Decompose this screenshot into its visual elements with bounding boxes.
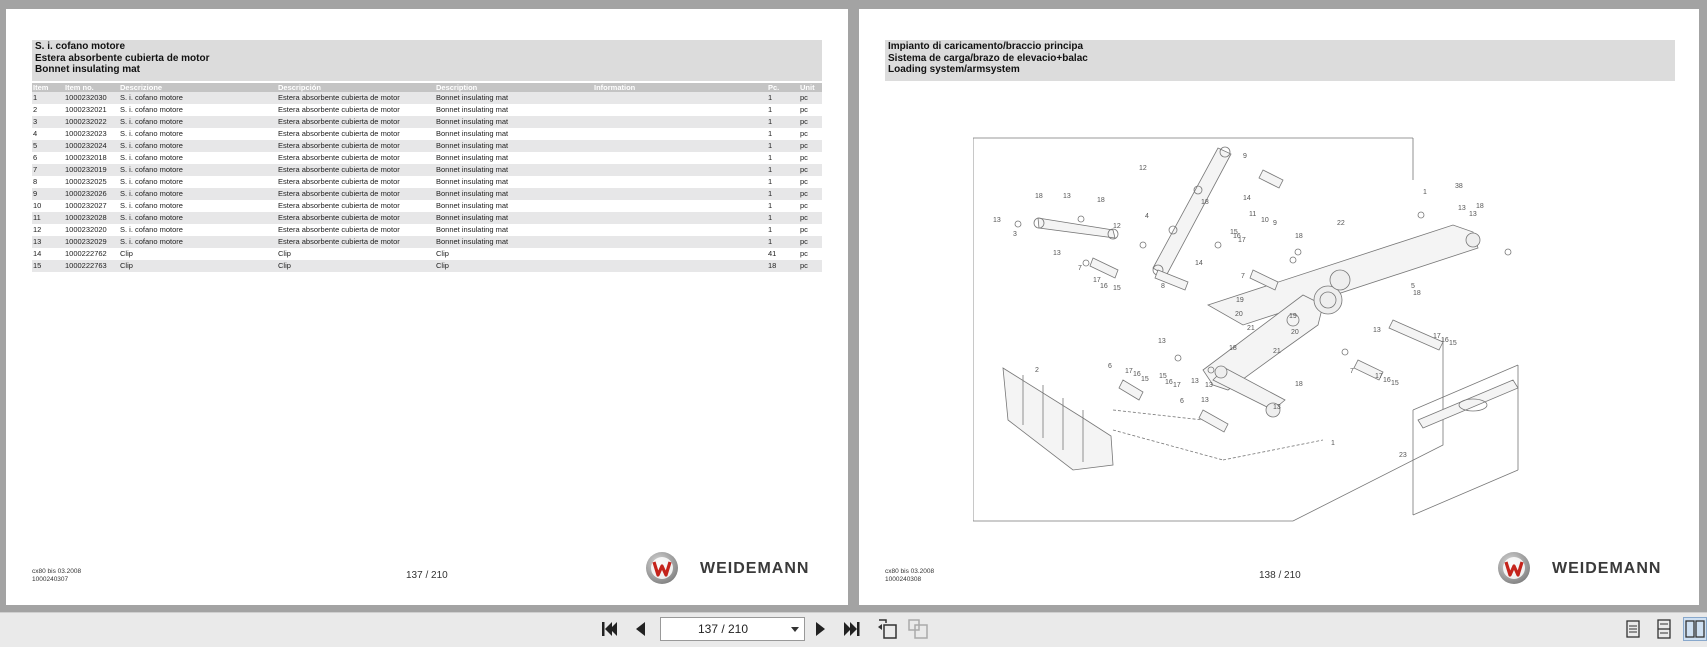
table-cell bbox=[593, 164, 767, 176]
chevron-down-icon bbox=[791, 627, 799, 632]
next-page-button[interactable] bbox=[809, 617, 833, 641]
part-callout-label: 17 bbox=[1173, 382, 1181, 389]
table-cell: S. i. cofano motore bbox=[120, 177, 183, 186]
table-cell: 1000232022 bbox=[64, 116, 119, 128]
column-header: Unit bbox=[799, 83, 822, 92]
table-cell: S. i. cofano motore bbox=[119, 212, 277, 224]
table-cell: S. i. cofano motore bbox=[120, 225, 183, 234]
part-callout-label: 19 bbox=[1289, 313, 1297, 320]
table-cell: pc bbox=[800, 249, 808, 258]
table-cell: pc bbox=[799, 140, 822, 152]
table-cell: Estera absorbente cubierta de motor bbox=[277, 164, 435, 176]
table-cell: Bonnet insulating mat bbox=[436, 129, 509, 138]
table-cell: pc bbox=[800, 201, 808, 210]
table-cell: Estera absorbente cubierta de motor bbox=[278, 201, 400, 210]
table-cell: 11 bbox=[32, 212, 64, 224]
table-cell: S. i. cofano motore bbox=[120, 201, 183, 210]
continuous-page-icon bbox=[1655, 619, 1673, 639]
table-cell: pc bbox=[799, 164, 822, 176]
parts-table bbox=[32, 83, 822, 272]
table-cell: 12 bbox=[33, 225, 42, 234]
fit-page-button[interactable] bbox=[906, 617, 930, 641]
part-callout-label: 14 bbox=[1195, 260, 1203, 267]
table-cell bbox=[593, 116, 767, 128]
table-cell: 1000232021 bbox=[65, 105, 107, 114]
table-cell: 1 bbox=[767, 236, 799, 248]
part-callout-label: 16 bbox=[1100, 283, 1108, 290]
table-cell: 1 bbox=[767, 140, 799, 152]
table-cell: 18 bbox=[767, 260, 799, 272]
table-cell: 6 bbox=[33, 153, 38, 162]
part-callout-label: 2 bbox=[1035, 367, 1039, 374]
table-cell: Bonnet insulating mat bbox=[435, 116, 593, 128]
table-cell: 5 bbox=[32, 140, 64, 152]
table-cell: 1 bbox=[767, 188, 799, 200]
table-cell: 1 bbox=[767, 116, 799, 128]
title-english: Loading system/armsystem bbox=[888, 64, 1020, 75]
table-cell: pc bbox=[799, 188, 822, 200]
part-callout-label: 16 bbox=[1165, 379, 1173, 386]
table-cell: pc bbox=[800, 177, 808, 186]
part-callout-label: 13 bbox=[1158, 338, 1166, 345]
column-header: Pc. bbox=[767, 83, 799, 92]
part-callout-label: 15 bbox=[1141, 376, 1149, 383]
previous-page-button[interactable] bbox=[628, 617, 652, 641]
table-row bbox=[32, 164, 822, 176]
table-cell: Estera absorbente cubierta de motor bbox=[278, 153, 400, 162]
table-cell bbox=[593, 128, 767, 140]
table-cell: Estera absorbente cubierta de motor bbox=[278, 129, 400, 138]
continuous-view-button[interactable] bbox=[1652, 617, 1676, 641]
table-cell: Clip bbox=[436, 249, 449, 258]
fit-page-icon bbox=[907, 618, 929, 640]
table-cell: Estera absorbente cubierta de motor bbox=[277, 140, 435, 152]
table-cell: S. i. cofano motore bbox=[119, 188, 277, 200]
table-cell: Estera absorbente cubierta de motor bbox=[277, 92, 435, 104]
table-cell: 1 bbox=[768, 153, 773, 162]
table-cell: Bonnet insulating mat bbox=[436, 225, 509, 234]
next-page-icon bbox=[814, 620, 828, 638]
table-cell: 1000232018 bbox=[65, 153, 107, 162]
last-page-icon bbox=[843, 620, 861, 638]
part-callout-label: 13 bbox=[1201, 397, 1209, 404]
part-callout-label: 15 bbox=[1230, 229, 1238, 236]
table-cell: 1000222762 bbox=[65, 249, 107, 258]
document-code bbox=[32, 568, 81, 584]
part-callout-label: 16 bbox=[1441, 337, 1449, 344]
title-spanish: Estera absorbente cubierta de motor bbox=[35, 52, 210, 64]
page-number: 137 / 210 bbox=[406, 570, 448, 581]
part-callout-label: 18 bbox=[1097, 197, 1105, 204]
column-header: Item bbox=[32, 83, 64, 92]
title-spanish: Sistema de carga/brazo de elevacio+balac bbox=[888, 52, 1088, 64]
table-cell: 1000232019 bbox=[64, 164, 119, 176]
table-cell: Estera absorbente cubierta de motor bbox=[277, 188, 435, 200]
part-callout-label: 12 bbox=[1113, 223, 1121, 230]
part-callout-label: 18 bbox=[1295, 233, 1303, 240]
table-cell: pc bbox=[799, 236, 822, 248]
table-cell: Estera absorbente cubierta de motor bbox=[278, 177, 400, 186]
part-callout-label: 13 bbox=[993, 217, 1001, 224]
table-cell: 1000232027 bbox=[65, 201, 107, 210]
table-cell: 2 bbox=[33, 105, 38, 114]
document-code bbox=[885, 568, 934, 584]
page-view-icon bbox=[876, 618, 898, 640]
table-cell: Bonnet insulating mat bbox=[435, 188, 593, 200]
part-callout-label: 15 bbox=[1113, 285, 1121, 292]
table-cell: 9 bbox=[32, 188, 64, 200]
table-cell: 3 bbox=[32, 116, 64, 128]
table-cell: 14 bbox=[33, 249, 42, 258]
table-row bbox=[32, 104, 822, 116]
brand-name: WEIDEMANN bbox=[1552, 560, 1662, 577]
table-cell bbox=[593, 152, 767, 164]
part-callout-label: 17 bbox=[1125, 368, 1133, 375]
part-callout-label: 14 bbox=[1243, 195, 1251, 202]
part-callout-label: 13 bbox=[1053, 250, 1061, 257]
part-callout-label: 22 bbox=[1337, 220, 1345, 227]
table-cell: Bonnet insulating mat bbox=[435, 92, 593, 104]
previous-page-icon bbox=[633, 620, 647, 638]
table-cell: pc bbox=[800, 225, 808, 234]
table-cell bbox=[593, 176, 767, 188]
part-callout-label: 21 bbox=[1273, 348, 1281, 355]
title-italian: S. i. cofano motore bbox=[35, 41, 126, 52]
table-cell: pc bbox=[800, 129, 808, 138]
table-cell: 1000232028 bbox=[64, 212, 119, 224]
table-row bbox=[32, 140, 822, 152]
part-callout-label: 20 bbox=[1235, 311, 1243, 318]
table-cell: Bonnet insulating mat bbox=[435, 140, 593, 152]
part-callout-label: 17 bbox=[1433, 333, 1441, 340]
table-cell: Bonnet insulating mat bbox=[436, 105, 509, 114]
table-cell: 1 bbox=[768, 225, 773, 234]
table-cell bbox=[593, 236, 767, 248]
table-cell: pc bbox=[800, 153, 808, 162]
part-callout-label: 13 bbox=[1469, 211, 1477, 218]
table-cell bbox=[593, 212, 767, 224]
table-cell: 1 bbox=[768, 177, 773, 186]
column-header: Information bbox=[593, 83, 767, 92]
table-cell bbox=[593, 248, 767, 260]
table-cell: S. i. cofano motore bbox=[120, 129, 183, 138]
table-cell: S. i. cofano motore bbox=[119, 92, 277, 104]
part-callout-label: 23 bbox=[1399, 452, 1407, 459]
column-header: Description bbox=[435, 83, 593, 92]
part-callout-label: 21 bbox=[1247, 325, 1255, 332]
table-cell: Clip bbox=[120, 249, 133, 258]
table-cell: 1000232026 bbox=[64, 188, 119, 200]
column-header: Descrizione bbox=[119, 83, 277, 92]
table-row bbox=[32, 128, 822, 140]
part-callout-label: 17 bbox=[1093, 277, 1101, 284]
table-cell: Bonnet insulating mat bbox=[436, 201, 509, 210]
exploded-parts-drawing bbox=[973, 120, 1540, 528]
table-cell: Bonnet insulating mat bbox=[435, 164, 593, 176]
part-callout-label: 18 bbox=[1201, 199, 1209, 206]
table-cell: Clip bbox=[435, 260, 593, 272]
part-callout-label: 15 bbox=[1159, 373, 1167, 380]
part-callout-label: 18 bbox=[1476, 203, 1484, 210]
column-header: Item no. bbox=[64, 83, 119, 92]
table-cell: S. i. cofano motore bbox=[120, 105, 183, 114]
right-document-page bbox=[859, 9, 1699, 605]
part-callout-label: 13 bbox=[1205, 382, 1213, 389]
part-callout-label: 17 bbox=[1375, 373, 1383, 380]
table-cell: Clip bbox=[278, 249, 291, 258]
part-callout-label: 13 bbox=[1273, 404, 1281, 411]
table-cell: Estera absorbente cubierta de motor bbox=[277, 212, 435, 224]
two-page-icon bbox=[1685, 619, 1705, 639]
table-cell: 1000222763 bbox=[64, 260, 119, 272]
table-cell: 1000232025 bbox=[65, 177, 107, 186]
single-page-icon bbox=[1624, 619, 1642, 639]
parts-list-title bbox=[32, 40, 822, 81]
part-callout-label: 6 bbox=[1108, 363, 1112, 370]
part-callout-label: 20 bbox=[1291, 329, 1299, 336]
column-header: Descripción bbox=[277, 83, 435, 92]
part-callout-label: 38 bbox=[1455, 183, 1463, 190]
table-row bbox=[32, 152, 822, 164]
table-cell: S. i. cofano motore bbox=[119, 116, 277, 128]
part-callout-label: 7 bbox=[1241, 273, 1245, 280]
part-callout-label: 3 bbox=[1013, 231, 1017, 238]
part-callout-label: 4 bbox=[1145, 213, 1149, 220]
table-row bbox=[32, 92, 822, 104]
table-cell: 41 bbox=[768, 249, 777, 258]
table-cell: Bonnet insulating mat bbox=[435, 212, 593, 224]
table-cell: Estera absorbente cubierta de motor bbox=[278, 105, 400, 114]
table-cell bbox=[593, 188, 767, 200]
document-number: 1000240308 bbox=[885, 576, 922, 583]
table-cell: 1 bbox=[767, 212, 799, 224]
viewer-toolbar bbox=[0, 612, 1707, 647]
table-cell: 1 bbox=[768, 201, 773, 210]
table-cell bbox=[593, 92, 767, 104]
table-cell bbox=[593, 140, 767, 152]
table-row bbox=[32, 116, 822, 128]
table-cell: 1 bbox=[767, 164, 799, 176]
part-callout-label: 16 bbox=[1383, 377, 1391, 384]
table-cell: 1 bbox=[32, 92, 64, 104]
table-row bbox=[32, 236, 822, 248]
part-callout-label: 5 bbox=[1411, 283, 1415, 290]
table-cell: S. i. cofano motore bbox=[119, 140, 277, 152]
part-callout-label: 18 bbox=[1229, 345, 1237, 352]
table-cell bbox=[593, 200, 767, 212]
part-callout-label: 19 bbox=[1236, 297, 1244, 304]
two-page-view-button[interactable] bbox=[1683, 617, 1707, 641]
table-row bbox=[32, 260, 822, 272]
part-callout-label: 8 bbox=[1161, 283, 1165, 290]
part-callout-label: 7 bbox=[1350, 368, 1354, 375]
table-cell: Bonnet insulating mat bbox=[436, 177, 509, 186]
table-cell: S. i. cofano motore bbox=[120, 153, 183, 162]
first-page-button[interactable] bbox=[597, 617, 621, 641]
part-callout-label: 1 bbox=[1331, 440, 1335, 447]
page-number: 138 / 210 bbox=[1259, 570, 1301, 581]
left-document-page bbox=[6, 9, 848, 605]
table-cell bbox=[593, 260, 767, 272]
part-callout-label: 18 bbox=[1035, 193, 1043, 200]
table-cell: 8 bbox=[33, 177, 38, 186]
part-callout-label: 18 bbox=[1295, 381, 1303, 388]
table-row bbox=[32, 176, 822, 188]
part-callout-label: 15 bbox=[1449, 340, 1457, 347]
part-callout-label: 11 bbox=[1249, 211, 1257, 218]
table-cell: pc bbox=[799, 92, 822, 104]
part-callout-label: 16 bbox=[1233, 233, 1241, 240]
table-cell: 1 bbox=[767, 92, 799, 104]
table-cell: pc bbox=[800, 105, 808, 114]
rotate-page-button[interactable] bbox=[875, 617, 899, 641]
page-number-select[interactable] bbox=[660, 617, 805, 641]
drawing-title bbox=[885, 40, 1675, 81]
part-callout-label: 10 bbox=[1261, 217, 1269, 224]
table-cell: 1000232023 bbox=[65, 129, 107, 138]
part-callout-label: 7 bbox=[1078, 265, 1082, 272]
weidemann-logo-icon bbox=[646, 552, 678, 584]
table-cell: Clip bbox=[119, 260, 277, 272]
table-cell: Estera absorbente cubierta de motor bbox=[277, 116, 435, 128]
title-italian: Impianto di caricamento/braccio principa bbox=[888, 41, 1084, 52]
part-callout-label: 9 bbox=[1273, 220, 1277, 227]
table-header-row bbox=[32, 83, 822, 92]
first-page-icon bbox=[600, 620, 618, 638]
table-cell: 1000232024 bbox=[64, 140, 119, 152]
table-cell: 15 bbox=[32, 260, 64, 272]
table-row bbox=[32, 200, 822, 212]
table-cell: 7 bbox=[32, 164, 64, 176]
table-cell: pc bbox=[799, 212, 822, 224]
table-row bbox=[32, 224, 822, 236]
table-cell bbox=[593, 224, 767, 236]
part-callout-label: 13 bbox=[1063, 193, 1071, 200]
table-cell: 1000232030 bbox=[64, 92, 119, 104]
table-cell bbox=[593, 104, 767, 116]
table-cell: pc bbox=[799, 260, 822, 272]
part-callout-label: 13 bbox=[1373, 327, 1381, 334]
table-cell: Bonnet insulating mat bbox=[436, 153, 509, 162]
document-version: cx80 bis 03.2008 bbox=[32, 568, 82, 575]
table-cell: S. i. cofano motore bbox=[119, 164, 277, 176]
part-callout-label: 1 bbox=[1423, 189, 1427, 196]
table-cell: 1000232020 bbox=[65, 225, 107, 234]
table-row bbox=[32, 248, 822, 260]
part-callout-label: 12 bbox=[1139, 165, 1147, 172]
table-cell: 1 bbox=[768, 105, 773, 114]
table-cell: S. i. cofano motore bbox=[119, 236, 277, 248]
page-indicator-text: 137 / 210 bbox=[697, 622, 749, 636]
part-callout-label: 15 bbox=[1391, 380, 1399, 387]
table-cell: Clip bbox=[277, 260, 435, 272]
part-callout-label: 17 bbox=[1238, 237, 1246, 244]
part-callout-label: 13 bbox=[1191, 378, 1199, 385]
table-cell: 10 bbox=[33, 201, 42, 210]
table-cell: Bonnet insulating mat bbox=[435, 236, 593, 248]
table-cell: 13 bbox=[32, 236, 64, 248]
document-number: 1000240307 bbox=[32, 576, 69, 583]
table-cell: 4 bbox=[33, 129, 38, 138]
part-callout-label: 16 bbox=[1133, 371, 1141, 378]
part-callout-label: 13 bbox=[1458, 205, 1466, 212]
table-cell: pc bbox=[799, 116, 822, 128]
last-page-button[interactable] bbox=[840, 617, 864, 641]
table-row bbox=[32, 212, 822, 224]
table-cell: Estera absorbente cubierta de motor bbox=[277, 236, 435, 248]
part-callout-label: 6 bbox=[1180, 398, 1184, 405]
table-cell: 1000232029 bbox=[64, 236, 119, 248]
weidemann-logo-icon bbox=[1498, 552, 1530, 584]
table-cell: Estera absorbente cubierta de motor bbox=[278, 225, 400, 234]
part-callout-label: 9 bbox=[1243, 153, 1247, 160]
single-page-view-button[interactable] bbox=[1621, 617, 1645, 641]
part-callout-label: 18 bbox=[1413, 290, 1421, 297]
document-version: cx80 bis 03.2008 bbox=[885, 568, 935, 575]
brand-name: WEIDEMANN bbox=[700, 560, 810, 577]
table-cell: 1 bbox=[768, 129, 773, 138]
title-english: Bonnet insulating mat bbox=[35, 64, 140, 75]
table-row bbox=[32, 188, 822, 200]
